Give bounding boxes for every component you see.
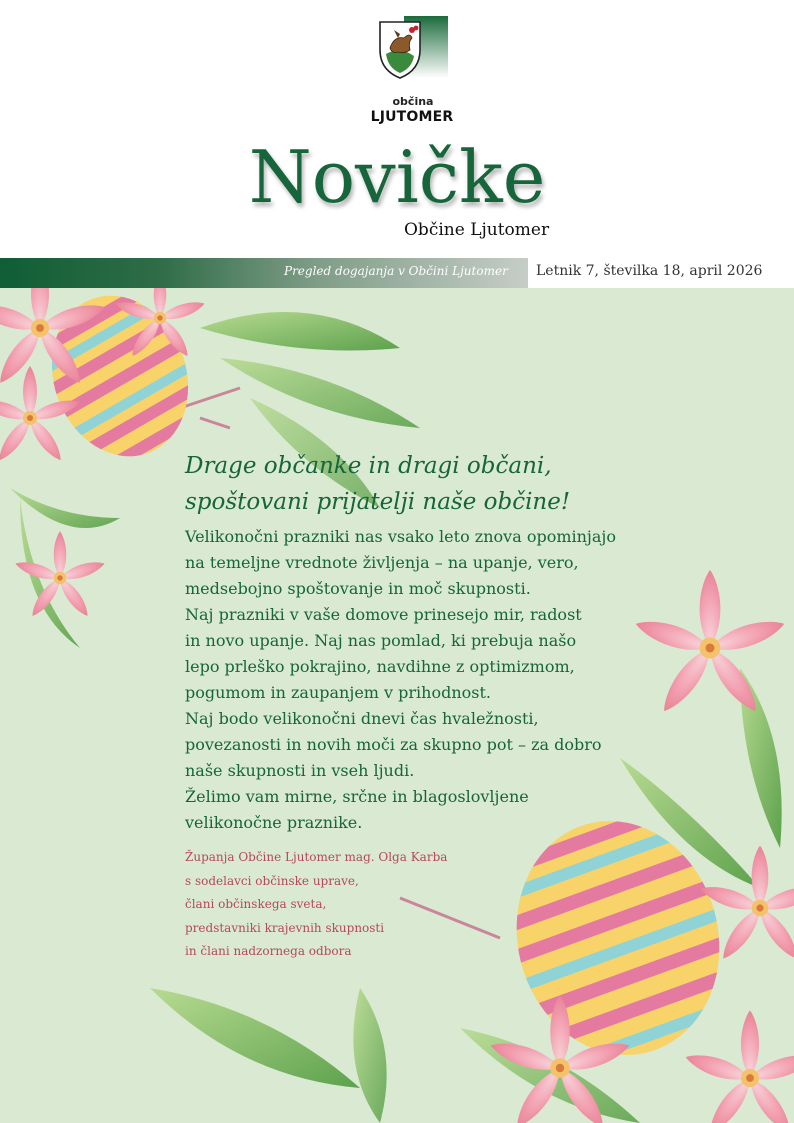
greeting-heading xyxy=(185,448,615,520)
issue-band xyxy=(0,258,794,288)
message-line: na temeljne vrednote življenja – na upanje, vero, xyxy=(185,553,579,572)
message-line: naše skupnosti in vseh ljudi. xyxy=(185,761,415,780)
greeting-line: spoštovani prijatelji naše občine! xyxy=(185,489,571,515)
coat-of-arms-icon xyxy=(374,16,448,80)
message-line: Naj bodo velikonočni dnevi čas hvaležnosti, xyxy=(185,709,539,728)
issue-info: Letnik 7, številka 18, april 2026 xyxy=(536,263,763,279)
greeting-message xyxy=(185,524,625,836)
signature-line: člani občinskega sveta, xyxy=(185,897,327,911)
message-line: pogumom in zaupanjem v prihodnost. xyxy=(185,683,492,702)
message-line: Velikonočni prazniki nas vsako leto znova opominjajo xyxy=(185,527,617,546)
masthead-title: Novičke xyxy=(248,135,546,219)
message-line: lepo prleško pokrajino, navdihne z optimizmom, xyxy=(185,657,575,676)
message-line: povezanosti in novih moči za skupno pot – za dobro xyxy=(185,735,602,754)
message-line: medsebojno spoštovanje in moč skupnosti. xyxy=(185,579,531,598)
message-line: in novo upanje. Naj nas pomlad, ki prebuja našo xyxy=(185,631,577,650)
signature-block xyxy=(185,846,505,964)
message-line: velikonočne praznike. xyxy=(185,813,363,832)
signature-line: predstavniki krajevnih skupnosti xyxy=(185,920,385,935)
easter-greeting-card xyxy=(0,288,794,1123)
message-line: Naj prazniki v vaše domove prinesejo mir, radost xyxy=(185,605,582,624)
message-line: Želimo vam mirne, srčne in blagoslovljene xyxy=(185,787,529,806)
masthead-subtitle: Občine Ljutomer xyxy=(404,220,550,240)
band-tagline: Pregled dogajanja v Občini Ljutomer xyxy=(284,264,508,278)
signature-line: in člani nadzornega odbora xyxy=(185,944,352,958)
signature-line: s sodelavci občinske uprave, xyxy=(185,873,359,888)
signature-line: Županja Občine Ljutomer mag. Olga Karba xyxy=(185,850,448,864)
logo-text-big: LJUTOMER xyxy=(370,109,454,125)
greeting-line: Drage občanke in dragi občani, xyxy=(185,453,552,479)
logo-text-small: občina xyxy=(392,95,434,108)
